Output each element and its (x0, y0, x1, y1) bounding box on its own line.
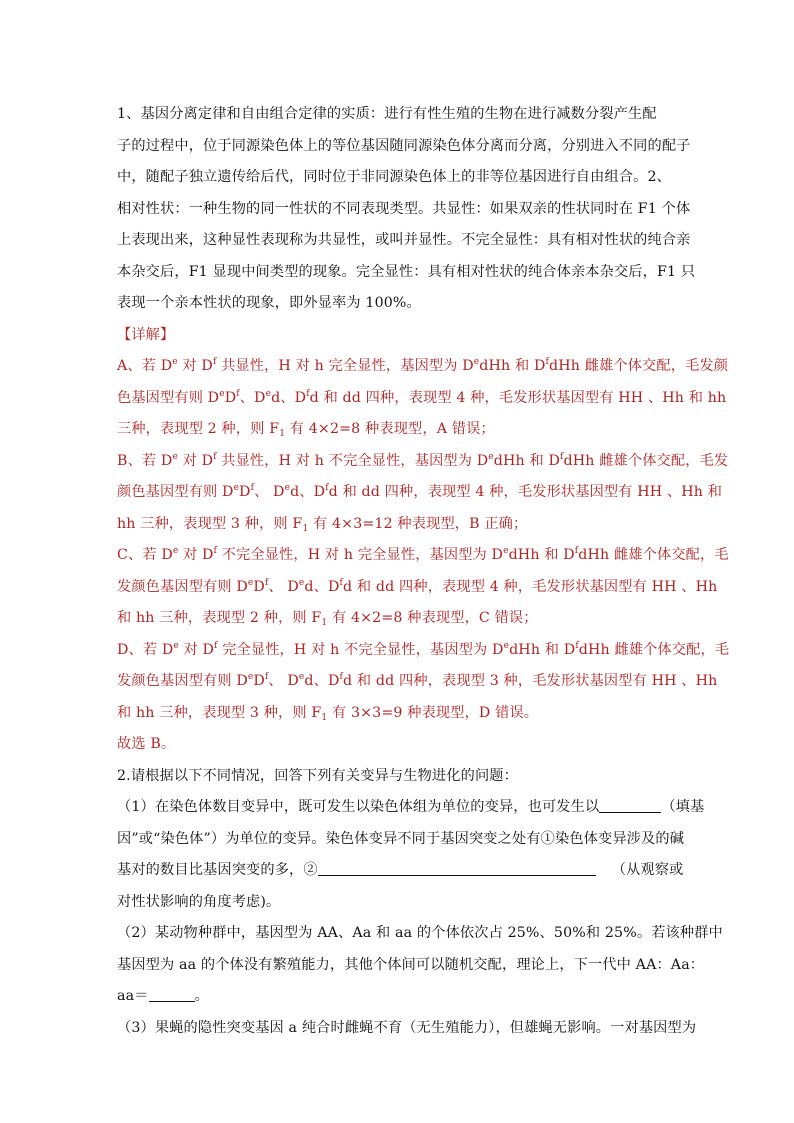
notes-line-3: 中，随配子独立遗传给后代，同时位于非同源染色体上的非等位基因进行自由组合。2、 (117, 169, 672, 185)
option-a-line-1: A、若 De 对 $D^f$ 共显性，H 对 h 完全显性，基因型为 DedHh 和 $D^fdHh$ 雌雄个体交配，毛发颜 (117, 357, 729, 374)
option-b-line-3: hh 三种，表现型 3 种，则 $F_1$ 有 4×3=12 种表现型，B 正确； (117, 515, 528, 534)
option-d-line-3: 和 hh 三种，表现型 3 种，则 $F_1$ 有 3×3=9 种表现型，D 错误。 (117, 704, 539, 723)
option-a-line-2: 色基因型有则 $DeD^f$、Ded、$D^fd$ 和 dd 四种，表现型 4 种，毛发形状基因型有 HH 、Hh 和 hh (117, 388, 727, 406)
option-c-line-2: 发颜色基因型有则 $DeD^f$、 Ded、$D^fd$ 和 dd 四种，表现型 4 种，毛发形状基因型有 HH 、Hh (117, 577, 718, 595)
option-d-line-2: 发颜色基因型有则 $DeD^f$、 Ded、$D^fd$ 和 dd 四种，表现型 3 种，毛发形状基因型有 HH 、Hh (117, 672, 718, 689)
notes-line-6: 本杂交后，F1 显现中间类型的现象。完全显性：具有相对性状的纯合体亲本杂交后，F1 只 (117, 263, 696, 280)
option-c-line-3: 和 hh 三种，表现型 2 种，则 $F_1$ 有 4×2=8 种表现型，C 错误； (117, 610, 538, 628)
detail-heading: 【详解】 (117, 326, 175, 343)
notes-line-2: 子的过程中，位于同源染色体上的等位基因随同源染色体分离而分离，分别进入不同的配子 (117, 137, 691, 154)
option-d-line-1: D、若 De 对 $D^f$ 完全显性，H 对 h 不完全显性，基因型为 DedHh 和 $D^fdHh$ 雌雄个体交配，毛 (117, 640, 730, 658)
notes-line-5: 上表现出来，这种显性表现称为共显性，或叫并显性。不完全显性：具有相对性状的纯合亲 (117, 232, 691, 248)
question-2-part-1-line-2: 因”或“染色体”）为单位的变异。染色体变异不同于基因突变之处有①染色体变异涉及的碱 (117, 830, 685, 847)
question-2-part-3-line-1: （3）果蝇的隐性突变基因 a 纯合时雌蝇不育（无生殖能力），但雄蝇无影响。一对基因型为 (117, 1019, 697, 1036)
notes-line-1: 1、基因分离定律和自由组合定律的实质：进行有性生殖的生物在进行减数分裂产生配 (117, 106, 657, 122)
option-b-line-1: B、若 De 对 $D^f$ 共显性，H 对 h 不完全显性，基因型为 DedHh 和 $D^fdHh$ 雌雄个体交配，毛发 (117, 451, 729, 469)
question-2-part-2-line-2: 基因型为 aa 的个体没有繁殖能力，其他个体间可以随机交配，理论上，下一代中 AA：Aa： (117, 956, 705, 973)
answer-line: 故选 B。 (117, 736, 176, 752)
question-2-part-1-line-4: 对性状影响的角度考虑)。 (117, 893, 281, 910)
answer-blank-2[interactable] (318, 861, 596, 876)
option-a-line-3: 三种，表现型 2 种，则 $F_1$ 有 4×2=8 种表现型，A 错误； (117, 421, 495, 439)
question-2-part-2-line-3: aa＝ 。 (117, 988, 209, 1004)
document-body (117, 99, 730, 1044)
option-c-line-1: C、若 De 对 $D^f$ 不完全显性，H 对 h 完全显性，基因型为 DedHh 和 $D^fdHh$ 雌雄个体交配，毛 (117, 546, 729, 563)
answer-blank-3[interactable] (149, 987, 195, 1002)
question-2-part-1-line-1: （1）在染色体数目变异中，既可发生以染色体组为单位的变异，也可发生以 （填基 (117, 799, 705, 815)
question-2-part-2-line-1: （2）某动物种群中，基因型为 AA、Aa 和 aa 的个体依次占 25%、50%和 25%。若该种群中 (117, 925, 723, 941)
answer-blank-1[interactable] (599, 798, 661, 813)
notes-line-4: 相对性状：一种生物的同一性状的不同表现类型。共显性：如果双亲的性状同时在 F1 个体 (117, 200, 691, 217)
notes-line-7: 表现一个亲本性状的现象，即外显率为 100%。 (117, 295, 421, 311)
question-2-stem: 2.请根据以下不同情况，回答下列有关变异与生物进化的问题： (117, 767, 518, 784)
option-b-line-2: 颜色基因型有则 $DeD^f$、 Ded、$D^fd$ 和 dd 四种，表现型 4 种，毛发形状基因型有 HH 、Hh 和 (117, 483, 723, 500)
question-2-part-1-line-3: 基对的数目比基因突变的多，② （从观察或 (117, 862, 684, 878)
